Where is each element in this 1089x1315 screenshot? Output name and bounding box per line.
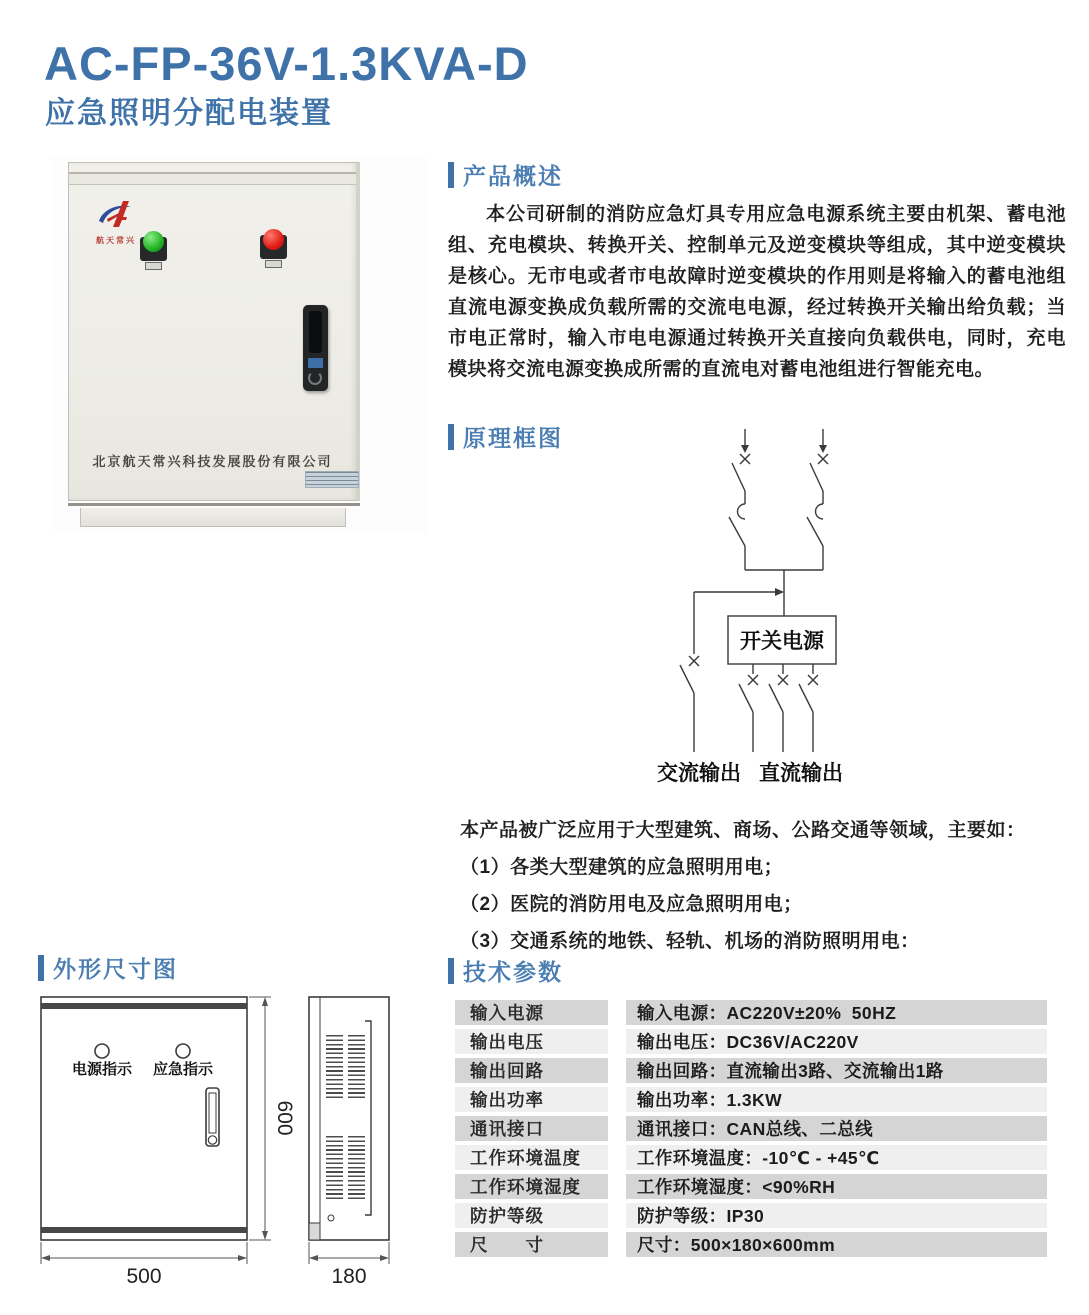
section-accent-bar xyxy=(448,162,454,188)
door-handle-lock-tag xyxy=(308,358,323,368)
spec-row xyxy=(455,1087,1047,1112)
product-photo xyxy=(50,156,428,534)
section-specs-title: 技术参数 xyxy=(463,959,563,985)
section-overview-title: 产品概述 xyxy=(463,163,563,189)
emergency-indicator-tag xyxy=(265,260,282,268)
spec-value-cell: 防护等级：IP30 xyxy=(626,1203,1047,1228)
spec-row xyxy=(455,1116,1047,1141)
dimension-drawing xyxy=(30,990,460,1290)
spec-label-cell: 输出回路 xyxy=(455,1058,608,1083)
spec-value-cell: 工作环境温度：-10℃ - +45℃ xyxy=(626,1145,1047,1170)
spec-label-cell: 输出电压 xyxy=(455,1029,608,1054)
dc-output-label: 直流输出 xyxy=(759,762,843,785)
door-handle xyxy=(303,305,328,391)
spec-value-cell: 尺寸：500×180×600mm xyxy=(626,1232,1047,1257)
spec-label-cell: 工作环境温度 xyxy=(455,1145,608,1170)
spec-label-cell: 输出功率 xyxy=(455,1087,608,1112)
ac-output-label: 交流输出 xyxy=(657,762,741,785)
section-overview xyxy=(448,158,563,191)
specs-table xyxy=(455,1000,1047,1261)
cabinet-base xyxy=(80,508,346,527)
dim-height-label: 600 xyxy=(273,1100,296,1136)
side-view-vent xyxy=(326,1136,343,1202)
section-specs xyxy=(448,954,563,987)
side-view-outline xyxy=(309,997,389,1240)
door-handle-slot xyxy=(309,311,322,353)
door-handle-keyhole xyxy=(308,371,322,385)
cabinet-front xyxy=(68,162,360,501)
spec-label-cell: 工作环境湿度 xyxy=(455,1174,608,1199)
spec-value-cell: 输入电源：AC220V±20% 50HZ xyxy=(626,1000,1047,1025)
application-item: （3）交通系统的地铁、轻轨、机场的消防照明用电： xyxy=(460,931,920,952)
switching-power-supply-label: 开关电源 xyxy=(740,630,824,653)
side-view-vent xyxy=(348,1035,365,1101)
side-view-vent xyxy=(348,1136,365,1202)
page-subtitle: 应急照明分配电装置 xyxy=(45,97,333,130)
applications-intro: 本产品被广泛应用于大型建筑、商场、公路交通等领域，主要如： xyxy=(460,820,1026,841)
spec-label-cell: 输入电源 xyxy=(455,1000,608,1025)
dim-width-label: 500 xyxy=(126,1265,162,1288)
spec-value-cell: 输出电压：DC36V/AC220V xyxy=(626,1029,1047,1054)
spec-row xyxy=(455,1232,1047,1257)
emergency-indicator-label: 应急指示 xyxy=(152,1061,214,1078)
spec-label-cell: 尺 寸 xyxy=(455,1232,608,1257)
side-view-vent xyxy=(326,1035,343,1101)
spec-row xyxy=(455,1058,1047,1083)
section-principle-title: 原理框图 xyxy=(463,425,563,451)
spec-value-cell: 工作环境湿度：<90%RH xyxy=(626,1174,1047,1199)
brand-logo-text: 航天常兴 xyxy=(96,236,136,245)
section-dimensions-title: 外形尺寸图 xyxy=(53,956,178,982)
spec-label-cell: 通讯接口 xyxy=(455,1116,608,1141)
section-accent-bar xyxy=(448,958,454,984)
cabinet-top-seam xyxy=(69,172,356,185)
application-item: （1）各类大型建筑的应急照明用电； xyxy=(460,857,784,878)
dim-depth-label: 180 xyxy=(331,1265,367,1288)
section-dimensions xyxy=(38,951,178,984)
spec-value-cell: 输出功率：1.3KW xyxy=(626,1087,1047,1112)
spec-value-cell: 输出回路：直流输出3路、交流输出1路 xyxy=(626,1058,1047,1083)
nameplate xyxy=(305,471,359,488)
power-indicator-green-lamp xyxy=(143,231,164,252)
section-accent-bar xyxy=(38,955,44,981)
spec-row xyxy=(455,1174,1047,1199)
principle-diagram xyxy=(440,415,1070,795)
spec-row xyxy=(455,1145,1047,1170)
overview-paragraph: 本公司研制的消防应急灯具专用应急电源系统主要由机架、蓄电池组、充电模块、转换开关、控制单元及逆变模块等组成，其中逆变模块是核心。无市电或者市电故障时逆变模块的作用则是将输入的蓄电池组直流电源变换成负载所需的交流电电源，经过转换开关输出给负载；当市电正常时，输入市电电源通过转换开关直接向负载供电，同时，充电模块将交流电源变换成所需的直流电对蓄电池组进行智能充电。 xyxy=(448,204,1066,380)
spec-row xyxy=(455,1203,1047,1228)
cabinet-base-shadow xyxy=(68,503,360,506)
power-indicator-tag xyxy=(145,262,162,270)
spec-row xyxy=(455,1000,1047,1025)
emergency-indicator-red-lamp xyxy=(263,229,284,250)
company-name: 北京航天常兴科技发展股份有限公司 xyxy=(92,454,333,469)
spec-row xyxy=(455,1029,1047,1054)
power-indicator-label: 电源指示 xyxy=(71,1061,133,1078)
application-item: （2）医院的消防用电及应急照明用电； xyxy=(460,894,803,915)
brand-logo-icon xyxy=(93,199,137,233)
page-title: AC-FP-36V-1.3KVA-D xyxy=(44,37,529,90)
spec-label-cell: 防护等级 xyxy=(455,1203,608,1228)
spec-value-cell: 通讯接口：CAN总线、二总线 xyxy=(626,1116,1047,1141)
applications-block xyxy=(460,812,1060,960)
